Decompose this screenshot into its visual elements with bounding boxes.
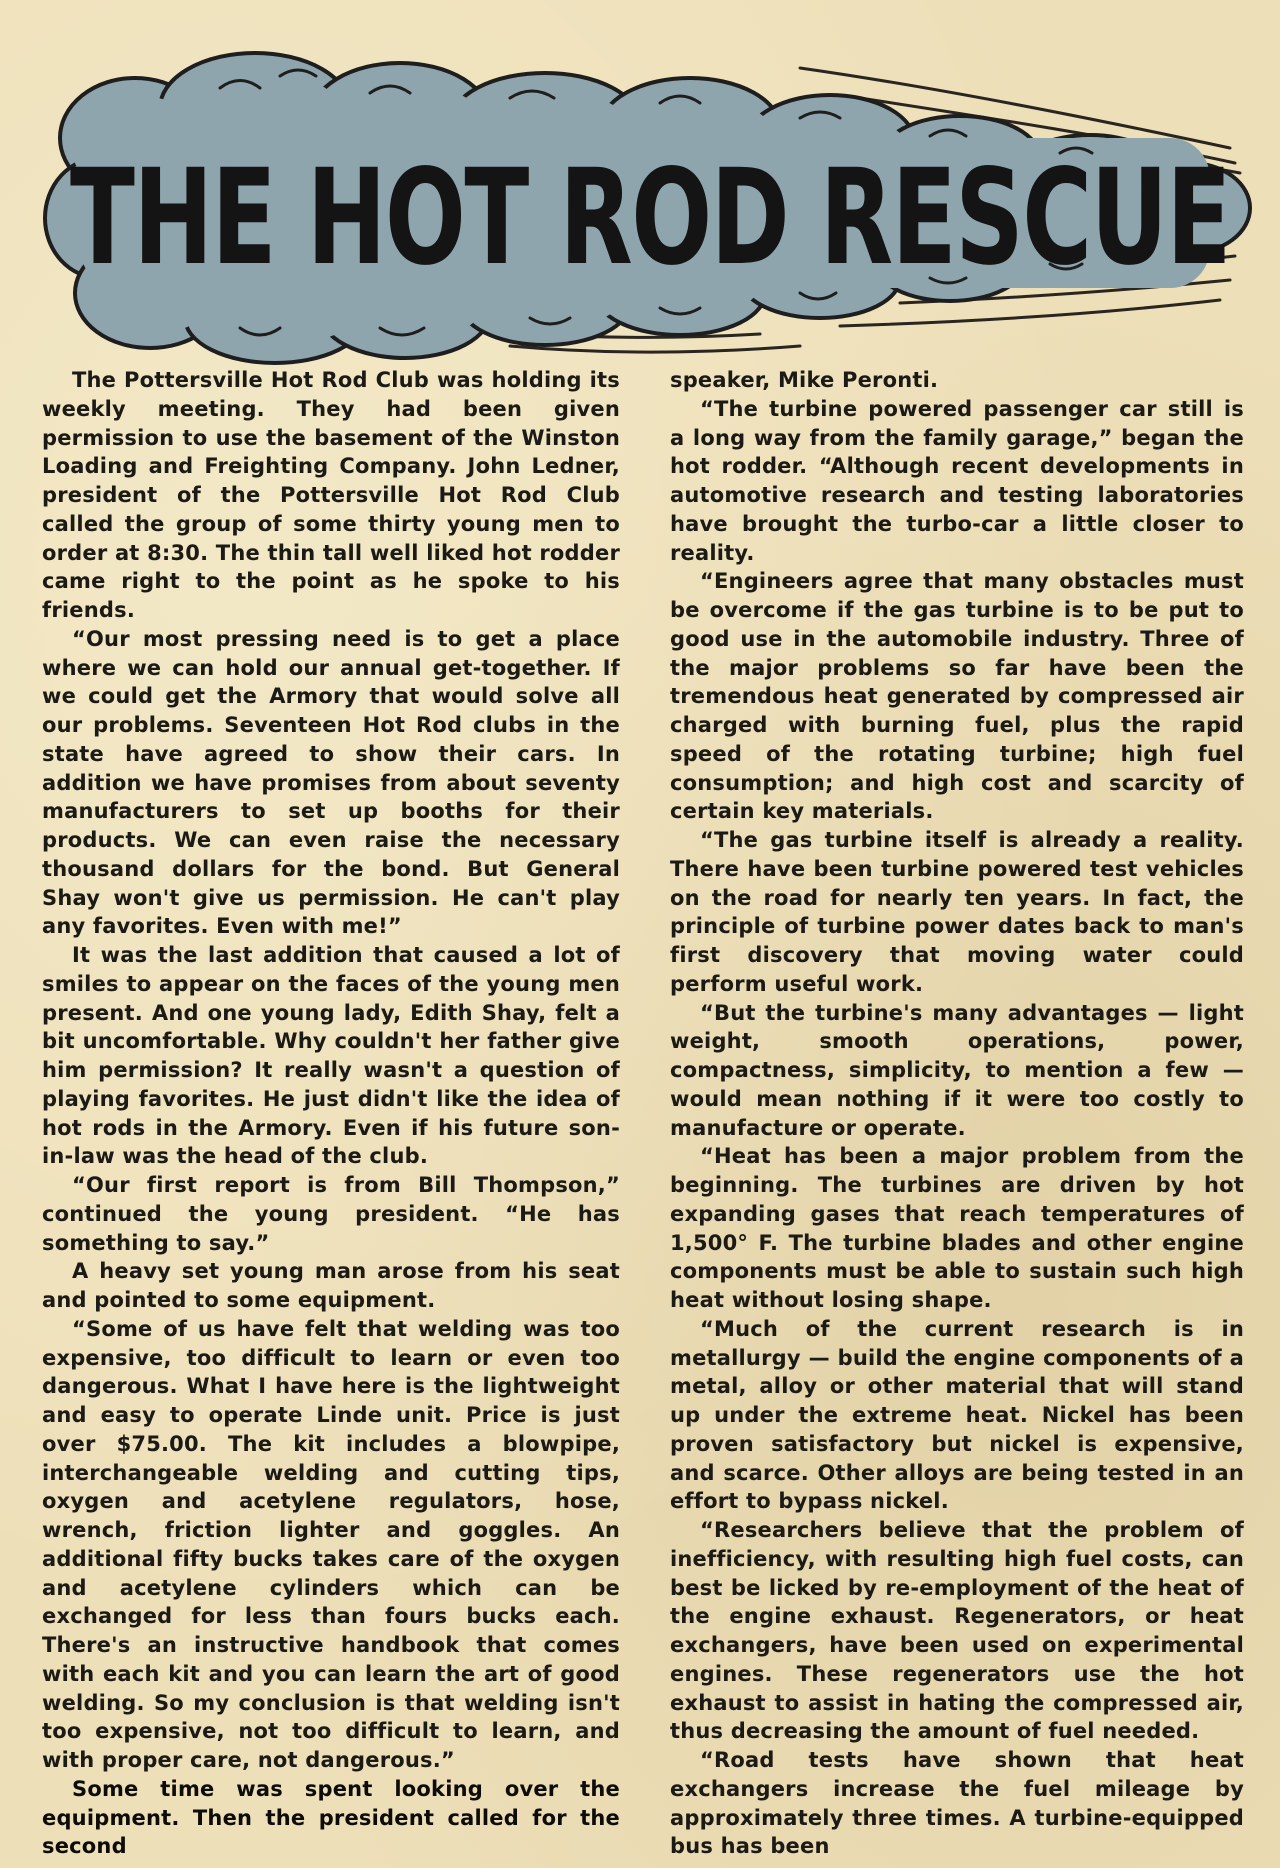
paragraph: “Engineers agree that many obstacles must be overcome if the gas turbine is to be put to good use in the automobile industry. Three of the major problems so far have been the tremendous heat generated by compressed air charged with burning fuel, plus the rapid speed of the rotating turbine; high fuel consumption; and high cost and scarcity of certain key materials.	[670, 569, 1244, 824]
paragraph: The Pottersville Hot Rod Club was holding its weekly meeting. They had been given permission to use the basement of the Winston Loading and Freighting Company. John Ledner, president of the Pottersville Hot Rod Club called the group of some thirty young men to order at 8:30. The thin tall well liked hot rodder came right to the point as he spoke to his friends.	[42, 368, 620, 622]
paragraph: It was the last addition that caused a lot of smiles to appear on the faces of the young men present. And one young lady, Edith Shay, felt a bit uncomfortable. Why couldn't her father give him permission? It really wasn't a question of playing favorites. He just didn't like the idea of hot rods in the Armory. Even if his future son-in-law was the head of the club.	[42, 943, 620, 1169]
paragraph: “Road tests have shown that heat exchangers increase the fuel mileage by approximately three times. A turbine-equipped bus has been	[670, 1748, 1244, 1859]
paragraph: “But the turbine's many advantages — light weight, smooth operations, power, compactness, simplicity, to mention a few — would mean nothing if it were too costly to manufacture or operate.	[670, 1000, 1244, 1140]
paragraph: A heavy set young man arose from his seat and pointed to some equipment.	[42, 1259, 620, 1312]
paragraph: “The gas turbine itself is already a reality. There have been turbine powered test vehicles on the road for nearly ten years. In fact, the principle of turbine power dates back to man's first discovery that moving water could perform useful work.	[670, 828, 1244, 996]
paragraph: “Our most pressing need is to get a place where we can hold our annual get-together. If we could get the Armory that would solve all our problems. Seventeen Hot Rod clubs in the state have agreed to show their cars. In addition we have promises from about seventy manufacturers to set up booths for their products. We can even raise the necessary thousand dollars for the bond. But General Shay won't give us permission. He can't play any favorites. Even with me!”	[42, 626, 620, 939]
right-column	[670, 366, 1244, 1861]
paragraph: “Some of us have felt that welding was too expensive, too difficult to learn or even too dangerous. What I have here is the lightweight and easy to operate Linde unit. Price is just over $75.00. The kit includes a blowpipe, interchangeable welding and cutting tips, oxygen and acetylene regulators, hose, wrench, friction lighter and goggles. An additional fifty bucks takes care of the oxygen and acetylene cylinders which can be exchanged for less than fours bucks each. There's an instructive handbook that comes with each kit and you can learn the art of good welding. So my conclusion is that welding isn't too expensive, not too difficult to learn, and with proper care, not dangerous.”	[42, 1316, 620, 1772]
paragraph: Some time was spent looking over the equipment. Then the president called for the second	[42, 1776, 620, 1859]
paragraph: “Our first report is from Bill Thompson,” continued the young president. “He has something to say.”	[42, 1173, 620, 1255]
title-banner	[40, 28, 1260, 368]
paragraph: “Much of the current research is in metallurgy — build the engine components of a metal, alloy or other material that will stand up under the extreme heat. Nickel has been proven satisfactory but nickel is expensive, and scarce. Other alloys are being tested in an effort to bypass nickel.	[670, 1316, 1244, 1514]
left-column	[42, 366, 620, 1861]
paragraph: “Heat has been a major problem from the beginning. The turbines are driven by hot expanding gases that reach temperatures of 1,500° F. The turbine blades and other engine components must be able to sustain such high heat without losing shape.	[670, 1144, 1244, 1312]
article-title: THE HOT ROD RESCUE	[70, 141, 1230, 295]
paragraph-continuation: speaker, Mike Peronti.	[670, 368, 939, 392]
paragraph: “Researchers believe that the problem of inefficiency, with resulting high fuel costs, can best be licked by re-employment of the heat of the engine exhaust. Regenerators, or heat exchangers, have been used on experimental engines. These regenerators use the hot exhaust to assist in hating the compressed air, thus decreasing the amount of fuel needed.	[670, 1518, 1244, 1744]
paragraph: “The turbine powered passenger car still is a long way from the family garage,” began the hot rodder. “Although recent developments in automotive research and testing laboratories have brought the turbo-car a little closer to reality.	[670, 396, 1244, 565]
